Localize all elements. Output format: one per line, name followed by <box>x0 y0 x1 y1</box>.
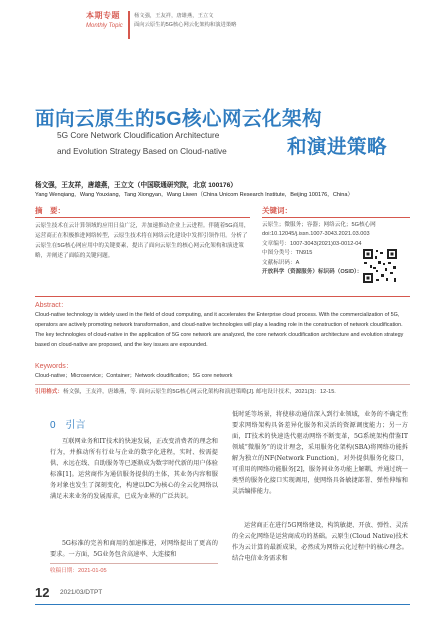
keywords-zh-line: 云原生；微服务；容器；网络云化；5G核心网 <box>262 222 376 228</box>
keywords-zh-label: 关键词： <box>262 206 292 215</box>
osid-qr-code-icon <box>362 248 398 284</box>
abstract-zh-rule <box>35 217 250 218</box>
intro-right-para-1: 低时延等场景，将使移动通信深入到行业领域，业务的不确定性要求网络架构具备差异化服务和灵活的资源调度能力；另一方面，IT技术的快速迭代驱动网络不断变革，5G系统架构借鉴IT领域“微服务”的设计理念，采用服务化架构(SBA)将网络功能拆解为独立的NF(Network Function)，对外提供服务化接口，可重用的网络功能服务[2]，服务间业务功能上解耦，并通过统一类型的服务化接口实现调用，使网络具备敏捷部署、弹性伸缩和灵活编排能力。 <box>232 411 408 495</box>
citation <box>35 384 410 397</box>
keywords-en-label: Keywords： <box>35 363 73 370</box>
issue-label: 2021/03/DTPT <box>60 589 103 596</box>
title-en-line2: and Evolution Strategy Based on Cloud-native <box>57 146 227 156</box>
clc-line: 中图分类号：TN915 <box>262 250 313 257</box>
page-number: 12 <box>35 585 50 600</box>
title-zh-line2: 和演进策略 <box>287 136 388 158</box>
abstract-zh-text: 云原生技术在云计算领域的应用日益广泛，并加速推动企业上云进程。伴随着5G商用，运营商正在积极推进网络转型，云原生技术将在网络云化建设中发挥引领作用。分析了云原生在5G核心网应用中的关键要素，提出了面向云原生的核心网云化架构和演进策略，并阐述了面临的关键问题。 <box>35 223 250 259</box>
citation-label: 引用格式： <box>35 389 63 395</box>
authors-en: Yang Wenqiang，Wang Youxiang，Tang Xiongyan，Wang Liwen（China Unicom Research Institute，Beijing 100176，China） <box>35 192 354 198</box>
topic-tag-zh: 本期专题 <box>86 11 120 20</box>
citation-rule <box>35 384 410 385</box>
topic-tag <box>86 10 126 40</box>
keywords-en <box>35 361 410 381</box>
running-header-authors: 杨文强，王友祥，唐雄燕，王立文 <box>134 13 214 19</box>
footer-rule <box>35 604 410 605</box>
header-divider <box>128 11 130 39</box>
abstract-zh <box>35 205 250 261</box>
article-number-line: 文章编号：1007-3043(2021)03-0012-04 <box>262 240 362 247</box>
keywords-en-text: Cloud-native；Microservice；Container；Network cloudification；5G core network <box>35 373 233 379</box>
doi-line: doi:10.12045/j.issn.1007-3043.2021.03.003 <box>262 231 370 238</box>
authors-zh: 杨文强，王友祥，唐雄燕，王立文（中国联通研究院，北京 100176） <box>35 182 237 189</box>
intro-left-para-2: 5G标准的完善和商用的加速推进，对网络提出了更高的要求。一方面，5G业务包含高速率、大连接和 <box>50 540 218 558</box>
title-en-line1: 5G Core Network Cloudification Architecture <box>57 130 220 140</box>
running-header-title: 面向云原生的5G核心网云化架构和演进策略 <box>134 22 237 28</box>
received-rule <box>50 563 218 564</box>
abstract-en-label: Abstract： <box>35 302 68 309</box>
intro-left-para-1: 互联网业务和IT技术的快速发展，正改变消费者的理念和行为，并推动所有行业与企业的数字化进程，实时、按需提供、永远在线、自助服务等已逐渐成为数字时代新的用户体验标准[1]。运营商作为通信服务提供的主体，其业务内容和服务对象也发生了深刻变化，构建以DC为核心的全云化网络以满足未来业务的发展需求，已成为业界的广泛共识。 <box>50 438 218 500</box>
title-zh-line1: 面向云原生的5G核心网云化架构 <box>35 108 323 130</box>
citation-text <box>35 388 410 397</box>
running-header <box>134 12 236 30</box>
intro-right-para-2: 运营商正在进行5G网络建设，构筑敏捷、开放、弹性、灵活的全云化网络是运营商成功的基础。云原生(Cloud Native)技术作为云计算的最新成果，必然成为网络云化过程中的核心理念。结合电信业务需求和 <box>232 522 408 562</box>
osid-line: 开放科学（资源服务）标识码（OSID）： <box>262 269 363 276</box>
doc-code-line: 文献标识码：A <box>262 259 300 266</box>
abstract-zh-label: 摘 要： <box>35 206 65 215</box>
citation-body: 杨文强，王友祥，唐雄燕，等. 面向云原生的5G核心网云化架构和演进策略[J]. 邮电设计技术，2021(3)：12-15. <box>62 389 336 395</box>
intro-heading: 0 引言 <box>50 420 86 431</box>
abstract-en <box>35 296 410 350</box>
topic-tag-en: Monthly Topic <box>86 23 123 29</box>
abstract-en-text: Cloud-native technology is widely used in the field of cloud computing, and it accelerates the Enterprise cloud process. With the commercialization of 5G, operators are actively promoting network transformation, and cloud-native technologies will play a leading role in the construction of network cloudification. The key technologies of cloud-native in the application of 5G core network are analyzed, the core network cloudification architecture and evolution strategy based on cloud-native are proposed, and the key issues are expounded. <box>35 312 404 348</box>
received-date: 收稿日期：2021-01-05 <box>50 568 107 574</box>
abstract-en-top-rule <box>35 296 410 297</box>
keywords-zh-rule <box>262 217 410 218</box>
